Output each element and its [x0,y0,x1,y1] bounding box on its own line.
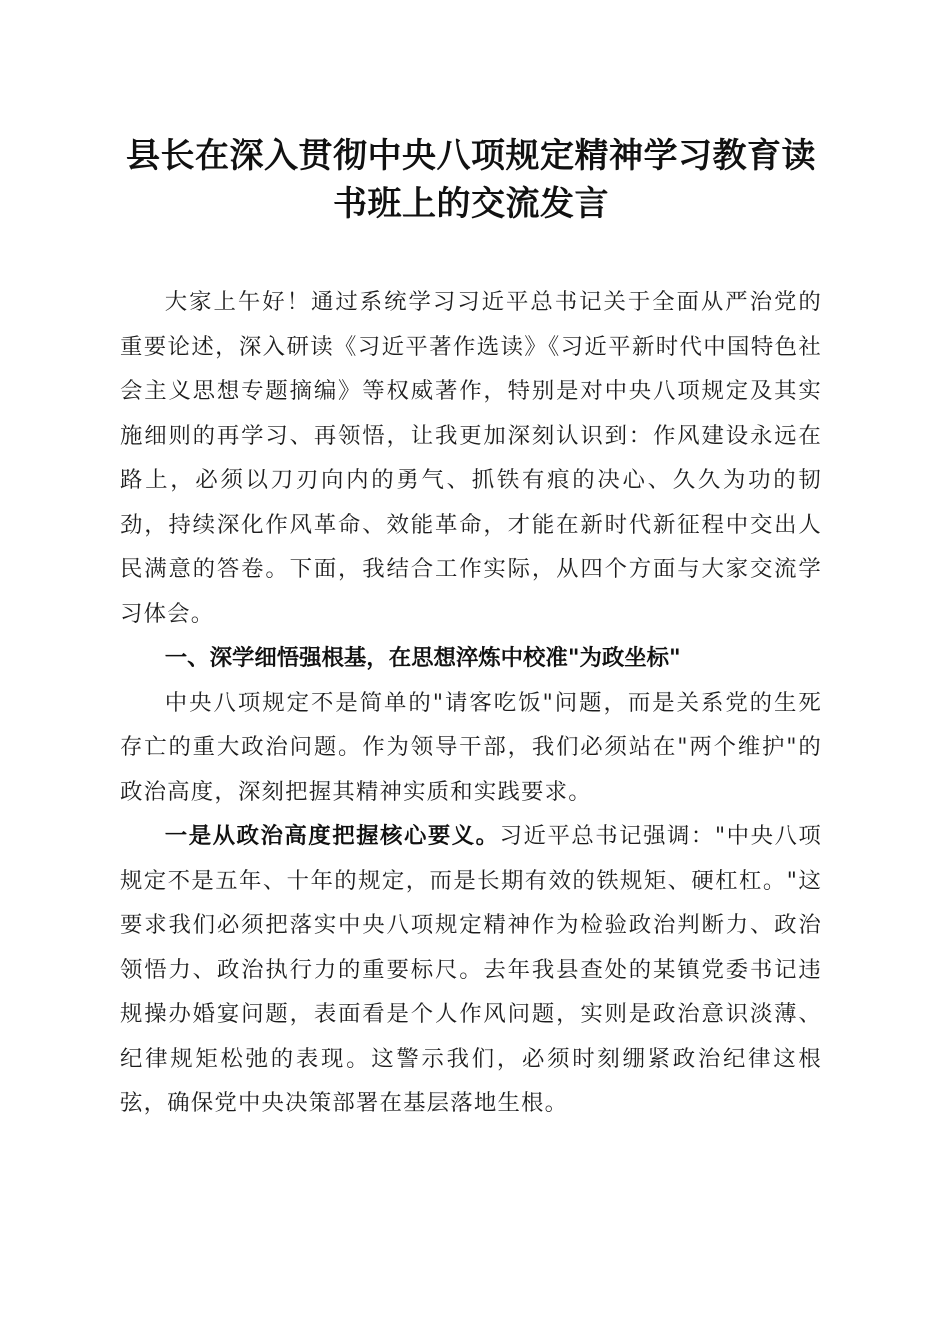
document-body [120,280,822,1126]
section-1-paragraph: 中央八项规定不是简单的"请客吃饭"问题，而是关系党的生死存亡的重大政治问题。作为领导干部，我们必须站在"两个维护"的政治高度，深刻把握其精神实质和实践要求。 [120,689,822,805]
document-title [120,132,822,228]
point-1-body: 习近平总书记强调："中央八项规定不是五年、十年的规定，而是长期有效的铁规矩、硬杠杠。"这要求我们必须把落实中央八项规定精神作为检验政治判断力、政治领悟力、政治执行力的重要标尺。去年我县查处的某镇党委书记违规操办婚宴问题，表面看是个人作风问题，实则是政治意识淡薄、纪律规矩松弛的表现。这警示我们，必须时刻绷紧政治纪律这根弦，确保党中央决策部署在基层落地生根。 [120,823,822,1116]
title-line-1: 县长在深入贯彻中央八项规定精神学习教育读 [126,136,816,176]
section-heading-1: 一、深学细悟强根基，在思想淬炼中校准"为政坐标" [164,645,681,671]
title-line-2: 书班上的交流发言 [333,184,609,224]
point-1-lead: 一是从政治高度把握核心要义。 [164,823,500,849]
point-1-paragraph [120,814,822,1126]
intro-paragraph: 大家上午好！通过系统学习习近平总书记关于全面从严治党的重要论述，深入研读《习近平著作选读》《习近平新时代中国特色社会主义思想专题摘编》等权威著作，特别是对中央八项规定及其实施细则的再学习、再领悟，让我更加深刻认识到：作风建设永远在路上，必须以刀刃向内的勇气、抓铁有痕的决心、久久为功的韧劲，持续深化作风革命、效能革命，才能在新时代新征程中交出人民满意的答卷。下面，我结合工作实际，从四个方面与大家交流学习体会。 [120,289,822,627]
